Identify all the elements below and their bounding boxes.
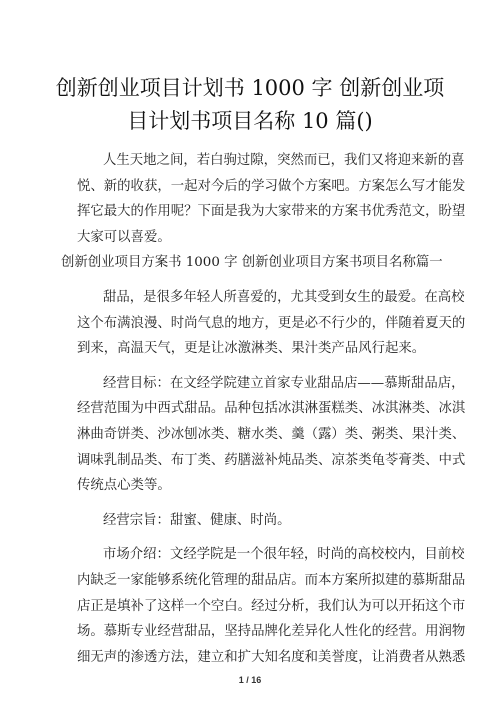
title-line: 目计划书项目名称 10 篇(): [127, 109, 373, 133]
text-line: 内缺乏一家能够系统化管理的甜品店。而本方案所拟建的慕斯甜品: [77, 572, 466, 588]
text-line: 传统点心类等。: [77, 478, 171, 494]
text-line: 到来，高温天气，更是让冰激淋类、果汁类产品风行起来。: [77, 341, 426, 357]
body-paragraph: [77, 371, 466, 499]
body-paragraph: [77, 285, 466, 362]
page-indicator: 1 / 16: [238, 675, 262, 685]
text-line: 甜品，是很多年轻人所喜爱的，尤其受到女生的最爱。在高校: [103, 289, 465, 305]
section-heading: [61, 250, 443, 276]
text-line: 场。慕斯专业经营甜品，坚持品牌化差异化人性化的经营。用润物: [77, 624, 466, 640]
text-line: 经营目标：在文经学院建立首家专业甜品店——慕斯甜品店，: [103, 375, 465, 391]
text-line: 创新创业项目方案书 1000 字 创新创业项目方案书项目名称篇一: [61, 255, 443, 271]
text-line: 淋曲奇饼类、沙冰刨冰类、糖水类、羹（露）类、粥类、果汁类、: [77, 426, 466, 442]
text-line: 细无声的渗透方法，建立和扩大知名度和美誉度，让消费者从熟悉: [77, 649, 466, 665]
body-paragraph: [77, 508, 433, 534]
text-line: 市场介绍：文经学院是一个很年轻，时尚的高校校内，目前校: [103, 547, 465, 563]
title-line: 创新创业项目计划书 1000 字 创新创业项: [55, 76, 445, 100]
text-line: 悦、新的收获，一起对今后的学习做个方案吧。方案怎么写才能发: [77, 178, 466, 194]
text-line: 挥它最大的作用呢？下面是我为大家带来的方案书优秀范文，盼望: [77, 204, 466, 220]
document-title: [50, 72, 450, 138]
document-body: [61, 148, 466, 670]
text-line: 这个布满浪漫、时尚气息的地方，更是必不行少的，伴随着夏天的: [77, 315, 466, 331]
text-line: 人生天地之间，若白驹过隙，突然而已，我们又将迎来新的喜: [103, 153, 465, 168]
text-line: 经营宗旨：甜蜜、健康、时尚。: [103, 512, 291, 528]
text-line: 经营范围为中西式甜品。品种包括冰淇淋蛋糕类、冰淇淋类、冰淇: [77, 401, 466, 417]
text-line: 调味乳制品类、布丁类、药膳滋补炖品类、凉茶类龟苓膏类、中式: [77, 452, 466, 468]
text-line: 大家可以喜爱。: [77, 229, 171, 245]
body-paragraph: [77, 542, 466, 670]
text-line: 店正是填补了这样一个空白。经过分析，我们认为可以开拓这个市: [77, 598, 466, 614]
intro-paragraph: [77, 148, 466, 250]
